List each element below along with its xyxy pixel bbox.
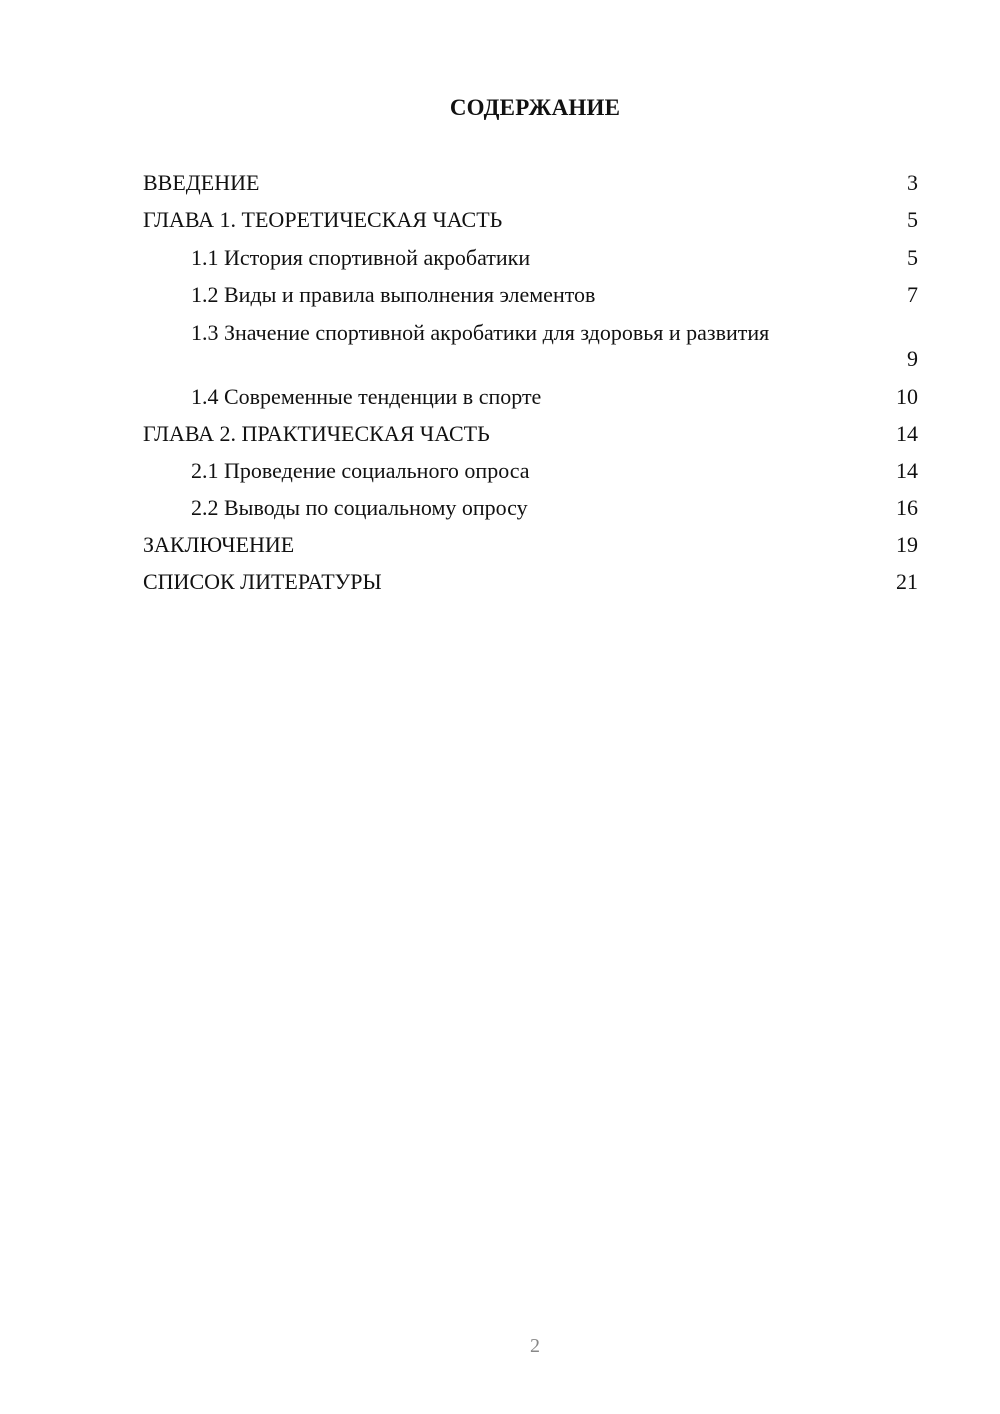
toc-entry-page: 5 bbox=[907, 207, 918, 232]
toc-entry-page: 10 bbox=[896, 384, 918, 409]
toc-entry-label: 1.4 Современные тенденции в спорте bbox=[191, 384, 542, 409]
toc-entry-label: 1.2 Виды и правила выполнения элементов bbox=[191, 282, 596, 307]
toc-entry-page: 3 bbox=[907, 170, 918, 195]
page-number: 2 bbox=[530, 1335, 540, 1357]
toc-entry-page: 5 bbox=[907, 245, 918, 270]
toc-entry-label: 2.1 Проведение социального опроса bbox=[191, 458, 530, 483]
toc-entry-label: ВВЕДЕНИЕ bbox=[143, 170, 260, 195]
toc-entry-label: СПИСОК ЛИТЕРАТУРЫ bbox=[143, 569, 382, 594]
toc-entry-label: ЗАКЛЮЧЕНИЕ bbox=[143, 532, 295, 557]
toc-entry-page: 9 bbox=[907, 346, 918, 371]
toc-entry-label: 1.1 История спортивной акробатики bbox=[191, 245, 531, 270]
toc-entry-page: 14 bbox=[896, 421, 918, 446]
toc-entry-label: 1.3 Значение спортивной акробатики для здоровья и развития bbox=[191, 320, 770, 345]
toc-entry-page: 16 bbox=[896, 495, 918, 520]
toc-entry-page: 7 bbox=[907, 282, 918, 307]
toc-entry-label: ГЛАВА 2. ПРАКТИЧЕСКАЯ ЧАСТЬ bbox=[143, 421, 490, 446]
toc-entry-label: 2.2 Выводы по социальному опросу bbox=[191, 495, 528, 520]
page-title: СОДЕРЖАНИЕ bbox=[449, 95, 621, 120]
toc-entry-page: 19 bbox=[896, 532, 918, 557]
toc-entry-page: 14 bbox=[896, 458, 918, 483]
toc-entry-page: 21 bbox=[896, 569, 918, 594]
toc-entry-label: ГЛАВА 1. ТЕОРЕТИЧЕСКАЯ ЧАСТЬ bbox=[143, 207, 503, 232]
